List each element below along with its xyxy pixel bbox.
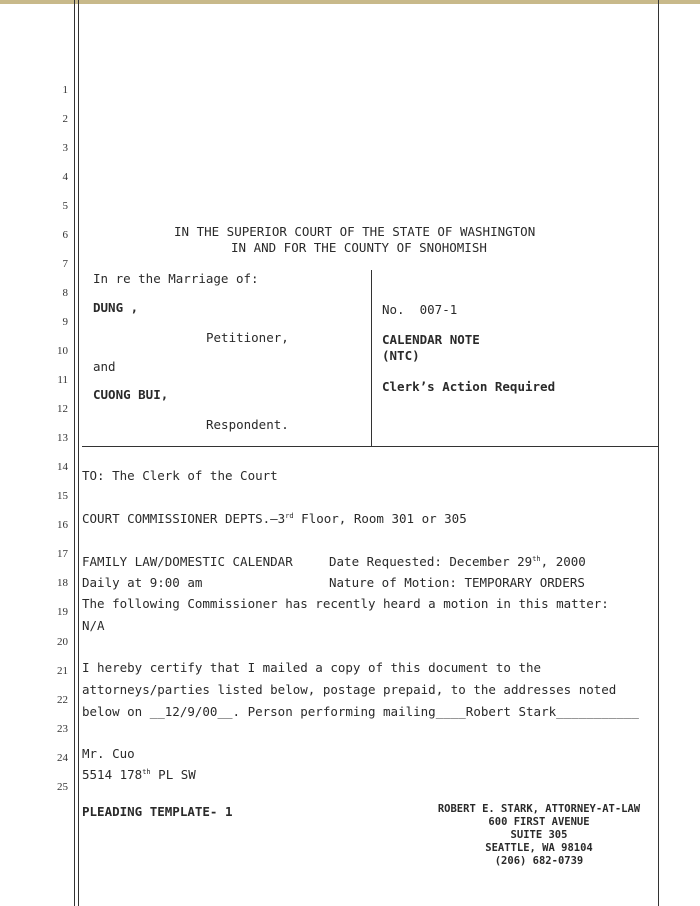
line-number: 20 xyxy=(57,636,68,648)
line-number: 4 xyxy=(62,171,68,183)
to-clerk: TO: The Clerk of the Court xyxy=(82,468,278,483)
right-margin-line xyxy=(658,0,659,906)
calendar-type: FAMILY LAW/DOMESTIC CALENDAR xyxy=(82,554,293,569)
line-number: 11 xyxy=(57,374,68,386)
line-number: 13 xyxy=(57,432,68,444)
line-number: 21 xyxy=(57,665,68,677)
line-number: 9 xyxy=(62,316,68,328)
line-number: 2 xyxy=(62,113,68,125)
certify-line-1: I hereby certify that I mailed a copy of this document to the xyxy=(82,660,542,675)
petitioner-name: DUNG , xyxy=(93,300,139,315)
nature-of-motion: Nature of Motion: TEMPORARY ORDERS xyxy=(329,575,585,590)
line-number: 23 xyxy=(57,723,68,735)
line-number: 6 xyxy=(62,229,68,241)
line-number: 3 xyxy=(62,142,68,154)
footer-attorney-name: ROBERT E. STARK, ATTORNEY-AT-LAW xyxy=(437,803,641,815)
court-title-line-1: IN THE SUPERIOR COURT OF THE STATE OF WASHINGTON xyxy=(174,224,536,239)
line-number: 7 xyxy=(62,258,68,270)
respondent-label: Respondent. xyxy=(206,417,289,432)
line-number: 10 xyxy=(57,345,68,357)
line-number: 25 xyxy=(57,781,68,793)
footer-address-line-3: SEATTLE, WA 98104 xyxy=(485,842,593,854)
line-number: 12 xyxy=(57,403,68,415)
date-requested: Date Requested: December 29th, 2000 xyxy=(329,554,586,569)
caption-in-re: In re the Marriage of: xyxy=(93,271,259,286)
footer-template-label: PLEADING TEMPLATE- 1 xyxy=(82,804,233,819)
left-margin-line-inner xyxy=(78,0,79,906)
left-margin-line-outer xyxy=(74,0,75,906)
line-number: 14 xyxy=(57,461,68,473)
line-number: 17 xyxy=(57,548,68,560)
address-street: 5514 178th PL SW xyxy=(82,767,196,782)
footer-phone: (206) 682-0739 xyxy=(494,855,584,867)
line-number: 1 xyxy=(62,84,68,96)
line-number: 8 xyxy=(62,287,68,299)
document-subtitle: (NTC) xyxy=(382,348,420,363)
certify-line-2: attorneys/parties listed below, postage prepaid, to the addresses noted xyxy=(82,682,617,697)
footer-address-line-2: SUITE 305 xyxy=(510,829,568,841)
certify-line-3: below on __12/9/00__. Person performing mailing____Robert Stark___________ xyxy=(82,704,639,719)
page-top-border xyxy=(0,0,700,4)
caption-and: and xyxy=(93,359,116,374)
footer-address-line-1: 600 FIRST AVENUE xyxy=(488,816,590,828)
heard-statement: The following Commissioner has recently heard a motion in this matter: xyxy=(82,596,609,611)
commissioner-depts: COURT COMMISSIONER DEPTS.—3rd Floor, Room 301 or 305 xyxy=(82,511,467,526)
address-name: Mr. Cuo xyxy=(82,746,135,761)
line-number: 5 xyxy=(62,200,68,212)
line-number: 19 xyxy=(57,606,68,618)
petitioner-label: Petitioner, xyxy=(206,330,289,345)
daily-time: Daily at 9:00 am xyxy=(82,575,203,590)
case-number: No. 007-1 xyxy=(382,302,458,317)
clerk-action: Clerk’s Action Required xyxy=(382,379,556,394)
line-number: 22 xyxy=(57,694,68,706)
line-number: 16 xyxy=(57,519,68,531)
caption-bottom-rule xyxy=(82,446,658,447)
line-number: 24 xyxy=(57,752,68,764)
court-title-line-2: IN AND FOR THE COUNTY OF SNOHOMISH xyxy=(231,240,487,255)
document-title: CALENDAR NOTE xyxy=(382,332,480,347)
line-number: 15 xyxy=(57,490,68,502)
respondent-name: CUONG BUI, xyxy=(93,387,169,402)
caption-divider xyxy=(371,270,372,447)
line-number: 18 xyxy=(57,577,68,589)
heard-na: N/A xyxy=(82,618,105,633)
